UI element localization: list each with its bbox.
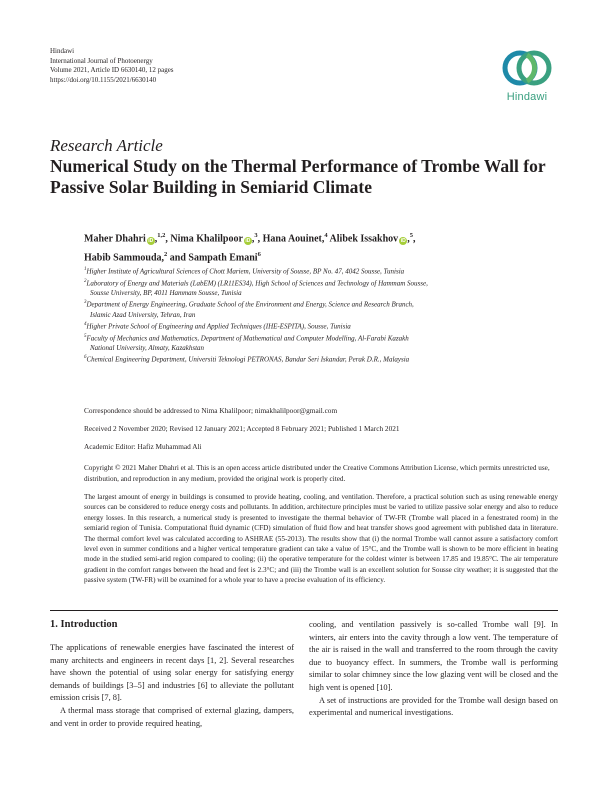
affiliations bbox=[84, 265, 574, 365]
author-list: Maher Dhahri iD ,$^{1,2}$, Nima Khalilpoor iD ,$^3$, Hana Aouinet,$^4$ Alibek Issakhov iD ,$^5$, Habib Sammouda,$^2$ and Sampath Emani$^6$ bbox=[84, 232, 416, 264]
body-paragraph: The applications of renewable energies have fascinated the interest of many architects and engineers in recent days [1, 2]. Several researches have shown the potential of using solar energy for satisfying energy demands of buildings [3–5] and industries [6] to alleviate the pollutant emission crisis [7, 8]. bbox=[50, 643, 294, 703]
body-column-right bbox=[309, 619, 558, 720]
correspondence: Correspondence should be addressed to Nima Khalilpoor; nimakhalilpoor@gmail.com bbox=[84, 406, 338, 415]
body-paragraph: cooling, and ventilation passively is so-called Trombe wall [9]. In winters, air enters into the cavity through a low vent. The temperature of the air is raised in the wall and transferred to the room through the cavity due to buoyancy effect. In summers, the Trombe wall is performing similar to solar chimney since the low glazing vent will be closed and the high vent is opened [10]. bbox=[309, 620, 558, 692]
publication-dates: Received 2 November 2020; Revised 12 January 2021; Accepted 8 February 2021; Published 1 March 2021 bbox=[84, 424, 400, 433]
body-paragraph: A set of instructions are provided for the Trombe wall design based on experimental and numerical investigations. bbox=[309, 695, 558, 718]
affiliation-number: 6 bbox=[84, 355, 87, 361]
affiliation-number: 2 bbox=[84, 278, 87, 284]
copyright-notice: Copyright © 2021 Maher Dhahri et al. This is an open access article distributed under the Creative Commons Attribution License, which permits unrestricted use, distribution, and reproduction in any medium, provided the original work is properly cited. bbox=[84, 464, 550, 483]
affiliation-item: $^6$Chemical Engineering Department, Universiti Teknologi PETRONAS, Bandar Seri Iskandar, Perak D.R., Malaysia bbox=[84, 355, 410, 364]
author-name: Habib Sammouda, bbox=[84, 252, 165, 264]
author-affiliation-marker: 2 bbox=[164, 251, 168, 259]
affiliation-number: 4 bbox=[84, 322, 87, 327]
hindawi-logo-mark bbox=[497, 46, 557, 90]
section-divider bbox=[50, 610, 558, 611]
affiliation-item: $^4$Higher Private School of Engineering and Applied Techniques (IHE-ESPITA), Sousse, Tunisia bbox=[84, 322, 351, 331]
academic-editor: Academic Editor: Hafiz Muhammad Ali bbox=[84, 442, 202, 451]
orcid-icon[interactable]: iD bbox=[400, 238, 406, 245]
body-column-left bbox=[50, 642, 294, 730]
author-affiliation-marker: 5 bbox=[409, 232, 413, 239]
affiliation-number: 3 bbox=[84, 300, 87, 306]
article-type: Research Article bbox=[50, 136, 163, 155]
author-affiliation-marker: 6 bbox=[257, 251, 261, 259]
author-name: and Sampath Emani bbox=[169, 252, 258, 264]
orcid-icon[interactable]: iD bbox=[245, 238, 251, 245]
author-affiliation-marker: 4 bbox=[324, 232, 328, 239]
journal-name: International Journal of Photoenergy bbox=[50, 56, 153, 65]
volume-line: Volume 2021, Article ID 6630140, 12 pages bbox=[50, 66, 174, 74]
affiliation-item: $^3$Department of Energy Engineering, Graduate School of the Environment and Energy, Science and Research Branch, Islamic Azad University, Tehran, Iran bbox=[84, 300, 414, 319]
author-name: Hana Aouinet, bbox=[262, 233, 325, 245]
affiliation-number: 1 bbox=[84, 267, 87, 272]
author-affiliation-marker: 1,2 bbox=[157, 232, 166, 239]
affiliation-item: $^5$Faculty of Mechanics and Mathematics, Department of Mathematical and Computer Modelling, Al-Farabi Kazakh National University, Almaty, Kazakhstan bbox=[84, 333, 409, 353]
author-affiliation-marker: 3 bbox=[254, 232, 258, 239]
doi-link[interactable]: https://doi.org/10.1155/2021/6630140 bbox=[50, 75, 157, 84]
body-paragraph: A thermal mass storage that comprised of external glazing, dampers, and vent in order to provide required heating, bbox=[50, 705, 294, 728]
section-heading: 1. Introduction bbox=[50, 619, 118, 630]
hindawi-logo bbox=[497, 46, 557, 108]
affiliation-number: 5 bbox=[84, 333, 87, 339]
logo-text: Hindawi bbox=[506, 91, 548, 103]
author-name: Alibek Issakhov bbox=[329, 233, 399, 245]
journal-header bbox=[50, 47, 174, 85]
paper-title: Numerical Study on the Thermal Performance of Trombe Wall for Passive Solar Building in Semiarid Climate bbox=[50, 156, 546, 197]
author-name: Maher Dhahri bbox=[84, 233, 146, 245]
affiliation-item: $^2$Laboratory of Energy and Materials (LabEM) (LR11ES34), High School of Sciences and Technology of Hammam Sousse, Sousse University, BP, 4011 Hammam Sousse, Tunisia bbox=[84, 278, 428, 298]
publisher-name: Hindawi bbox=[50, 47, 75, 55]
affiliation-item: $^1$Higher Institute of Agricultural Sciences of Chott Mariem, University of Sousse, BP No. 47, 4042 Sousse, Tunisia bbox=[84, 267, 405, 276]
author-name: Nima Khalilpoor bbox=[170, 233, 243, 245]
abstract: The largest amount of energy in buildings is consumed to provide heating, cooling, and ventilation. Therefore, a practical solution such as using renewable energy sources can be considered to reduce energy costs and pollutants. In addition, architecture principles must be varied to utilize passive solar energy and also to reduce energy losses. In this research, a numerical study is presented to investigate the thermal behavior of TW-FR (Trombe wall placed in a fenestrated room) in the semiarid region of Tunisia. Computational fluid dynamic (CFD) simulation of fluid flow and heat transfer shows good agreement with published data in literature. The thermal comfort level was calculated according to ASHRAE (55-2013). The results show that (i) the normal Trombe wall cannot assure a satisfactory comfort level even in summer conditions and a higher vertical temperature gradient can take a value of 15°C, and the Trombe wall is shown to be more efficient in heating mode in the studied semi-arid region compared to cooling; (ii) the operative temperature for the coldest winter is between 17.85 and 19.85°C. The air temperature gradient in the comfort ranges between the head and feet is 2.3°C; and (iii) the Trombe wall is an excellent solution for Sousse city weather; it is suggested that the passive system (TW-FR) will be examined for a whole year to have a precise evaluation of its efficiency. bbox=[84, 493, 558, 585]
orcid-icon[interactable]: iD bbox=[148, 238, 154, 245]
